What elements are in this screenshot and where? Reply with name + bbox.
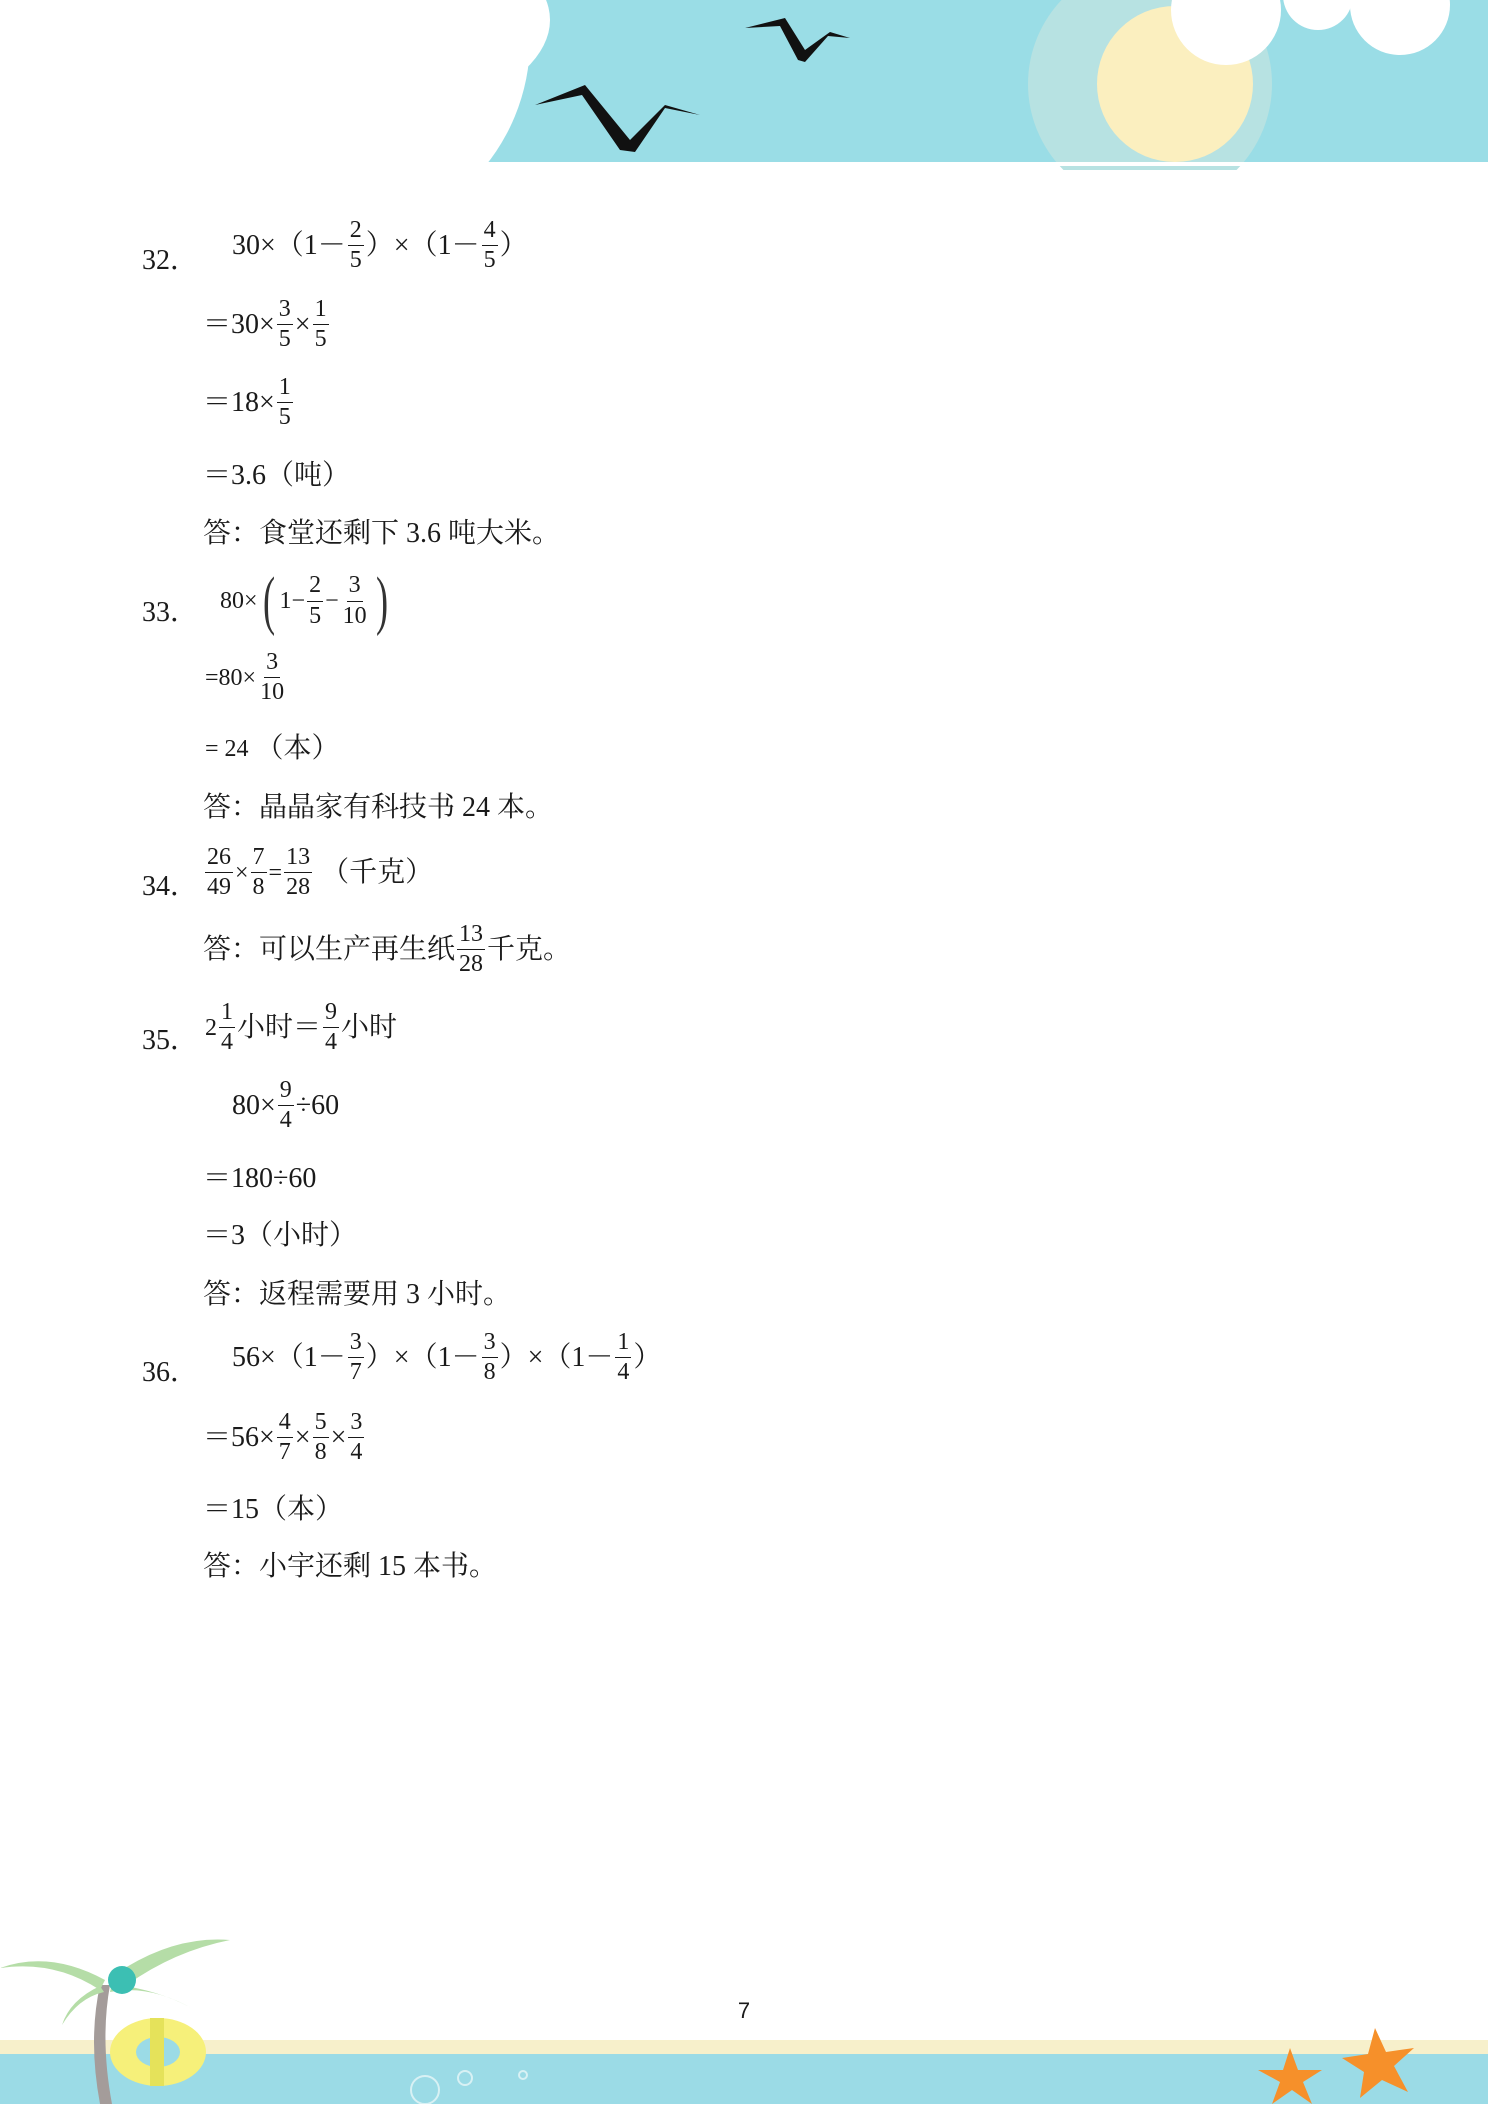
q32-step-2: ＝18× $\frac{1}{5}$ (203, 374, 291, 431)
fraction: $\frac{1}{5}$ (314, 296, 327, 353)
fraction: $\frac{4}{5}$ (483, 217, 496, 274)
fraction: $\frac{13}{28}$ (286, 844, 311, 901)
q35-step-3: ＝3（小时） (203, 1220, 358, 1251)
fraction: $\frac{5}{8}$ (314, 1409, 327, 1466)
fraction: $\frac{1}{5}$ (278, 374, 291, 431)
q32-expression: 30×（1－ $\frac{2}{5}$ ）×（1－ $\frac{4}{5}$ ） (232, 217, 528, 274)
sea-strip (0, 2054, 1488, 2104)
fraction: $\frac{7}{8}$ (252, 844, 265, 901)
fraction: $\frac{9}{4}$ (325, 999, 338, 1056)
fraction: $\frac{3}{5}$ (278, 296, 291, 353)
question-number: 36． (142, 1357, 199, 1388)
fraction: $\frac{9}{4}$ (279, 1077, 292, 1134)
q34-expression: $\frac{26}{49}$ × $\frac{7}{8}$ = $\frac{13}{28}$ （千克） (207, 844, 434, 901)
fraction: $\frac{3}{4}$ (350, 1409, 363, 1466)
fraction: $\frac{3}{10}$ (342, 572, 367, 629)
footer-beach-banner (0, 1930, 1488, 2104)
question-number: 35． (142, 1025, 199, 1056)
sand-strip (0, 2040, 1488, 2054)
q35-step-2: ＝180÷60 (203, 1163, 317, 1194)
q36-step-1: ＝56× $\frac{4}{7}$ × $\frac{5}{8}$ × $\frac{3}{4}$ (203, 1409, 363, 1466)
q36-step-2: ＝15（本） (203, 1494, 344, 1525)
q35-answer: 答：返程需要用 3 小时。 (203, 1279, 512, 1310)
question-number: 33． (142, 597, 199, 628)
q34-answer: 答：可以生产再生纸 $\frac{13}{28}$ 千克。 (203, 921, 572, 978)
q33-step-2: = 24 （本） (205, 733, 340, 764)
right-paren: ) (375, 564, 388, 637)
fraction: $\frac{3}{7}$ (349, 1329, 362, 1386)
q33-expression: 80× ( 1− $\frac{2}{5}$ − $\frac{3}{10}$ ) (220, 564, 388, 637)
q36-expression: 56×（1－ $\frac{3}{7}$ ）×（1－ $\frac{3}{8}$ ）×（1－ $\frac{1}{4}$ ） (232, 1329, 662, 1386)
header-sky-banner (0, 0, 1488, 170)
q33-answer: 答：晶晶家有科技书 24 本。 (203, 792, 554, 823)
q35-step-1: 80× $\frac{9}{4}$ ÷60 (232, 1077, 340, 1134)
page-number: 7 (737, 1998, 751, 2023)
fraction: $\frac{1}{4}$ (617, 1329, 630, 1386)
fraction: $\frac{2}{5}$ (349, 217, 362, 274)
q35-expression: 2 $\frac{1}{4}$ 小时＝ $\frac{9}{4}$ 小时 (205, 999, 398, 1056)
q32-step-3: ＝3.6（吨） (203, 460, 351, 491)
fraction: $\frac{3}{10}$ (260, 649, 285, 706)
fraction: $\frac{13}{28}$ (459, 921, 484, 978)
fraction: $\frac{2}{5}$ (309, 572, 322, 629)
fraction: $\frac{1}{4}$ (221, 999, 233, 1056)
fraction: $\frac{3}{8}$ (483, 1329, 496, 1386)
fraction: $\frac{4}{7}$ (278, 1409, 291, 1466)
left-paren: ( (262, 564, 275, 637)
q36-answer: 答：小宇还剩 15 本书。 (203, 1551, 498, 1582)
q32-answer: 答：食堂还剩下 3.6 吨大米。 (203, 518, 561, 549)
fraction: $\frac{26}{49}$ (207, 844, 231, 901)
question-number: 34． (142, 871, 199, 902)
q32-step-1: ＝30× $\frac{3}{5}$ × $\frac{1}{5}$ (203, 296, 327, 353)
swim-ring (110, 2018, 206, 2086)
cloud-left (0, 0, 550, 170)
q33-step-1: =80× $\frac{3}{10}$ (205, 649, 285, 706)
question-number: 32． (142, 245, 199, 276)
